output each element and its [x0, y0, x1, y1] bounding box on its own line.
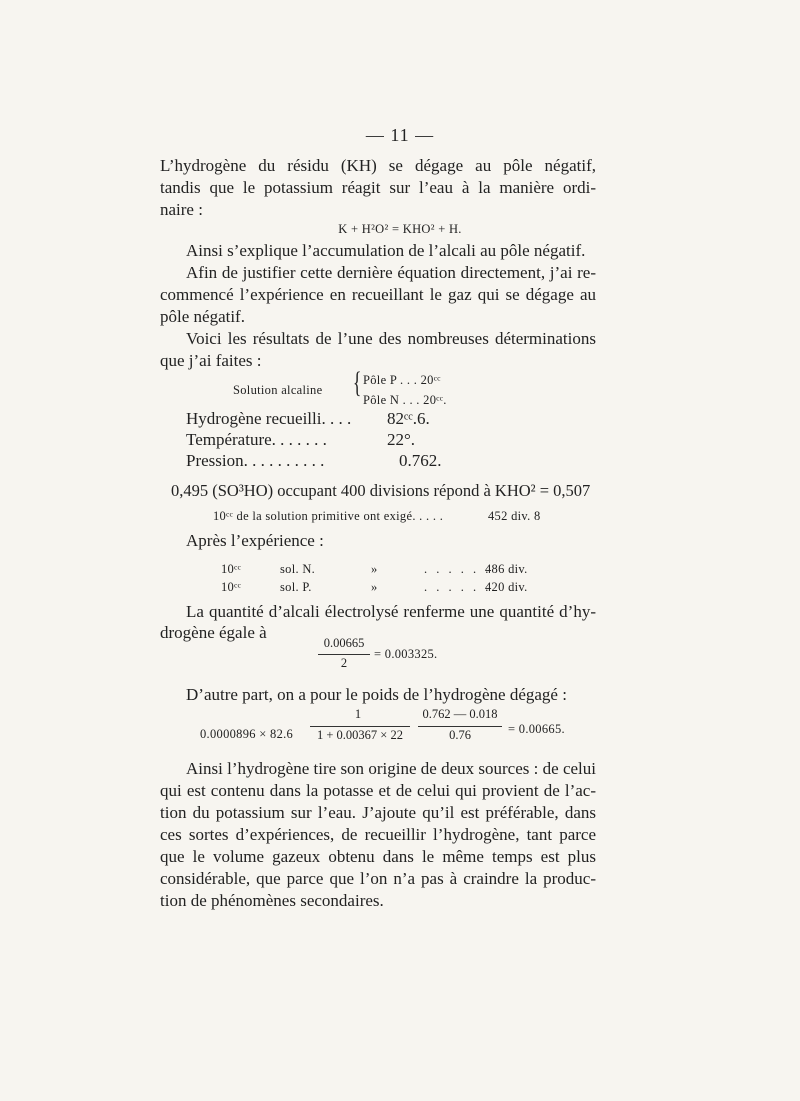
after-sol: sol. P. [280, 580, 312, 594]
paragraph-line: tion du potassium sur l’eau. J’ajoute qu’il est préférable, dans [160, 803, 596, 822]
formula-result: = 0.00665. [508, 722, 565, 736]
fraction-bar [310, 726, 410, 727]
paragraph-line: Voici les résultats de l’une des nombreuses déterminations [186, 329, 596, 348]
paragraph-line: tion de phénomènes secondaires. [160, 891, 384, 910]
fraction-bar [418, 726, 502, 727]
chemical-equation: K + H²O² = KHO² + H. [338, 222, 462, 236]
solution-pole-p: Pôle P . . . 20ᶜᶜ [363, 373, 441, 387]
solution-line-value: 452 div. 8 [488, 509, 541, 523]
paragraph-line: pôle négatif. [160, 307, 245, 326]
paragraph-line: La quantité d’alcali électrolysé renferme une quantité d’hy- [186, 602, 596, 621]
paragraph-line: Afin de justifier cette dernière équation directement, j’ai re- [186, 263, 596, 282]
brace-glyph: { [352, 366, 362, 399]
formula-prefix: 0.0000896 × 82.6 [200, 727, 294, 741]
paragraph-line: que le volume gazeux obtenu dans le même temps est plus [160, 847, 596, 866]
paragraph-line: 0,495 (SO³HO) occupant 400 divisions répond à KHO² = 0,507 [171, 481, 591, 500]
fraction-denominator: 1 + 0.00367 × 22 [317, 728, 403, 742]
paragraph-line: drogène égale à [160, 623, 267, 642]
after-quote: » [371, 580, 378, 594]
after-quote: » [371, 562, 378, 576]
fraction-numerator: 0.00665 [323, 636, 365, 650]
fraction-result: = 0.003325. [374, 647, 438, 661]
paragraph-line: D’autre part, on a pour le poids de l’hydrogène dégagé : [186, 685, 567, 704]
result-label: Température. . . . . . . [186, 430, 327, 449]
paragraph-line: commencé l’expérience en recueillant le gaz qui se dégage au [160, 285, 596, 304]
paragraph-line: L’hydrogène du résidu (KH) se dégage au pôle négatif, [160, 156, 596, 175]
fraction-numerator: 0.762 — 0.018 [422, 707, 498, 721]
after-vol: 10ᶜᶜ [221, 580, 242, 594]
after-value: 486 div. [485, 562, 528, 576]
fraction-denominator: 0.76 [449, 728, 471, 742]
paragraph-line: qui est contenu dans la potasse et de celui qui provient de l’ac- [160, 781, 596, 800]
result-label: Hydrogène recueilli. . . . [186, 409, 352, 428]
solution-label: Solution alcaline [233, 383, 323, 397]
after-vol: 10ᶜᶜ [221, 562, 242, 576]
solution-pole-n: Pôle N . . . 20ᶜᶜ. [363, 393, 447, 407]
result-value: 0.762. [399, 451, 442, 470]
result-value: 82ᶜᶜ.6. [387, 409, 430, 428]
paragraph-line: que j’ai faites : [160, 351, 262, 370]
fraction-bar [318, 654, 370, 655]
after-value: 420 div. [485, 580, 528, 594]
paragraph-line: Ainsi l’hydrogène tire son origine de deux sources : de celui [186, 759, 596, 778]
fraction-denominator: 2 [340, 656, 348, 670]
paragraph-line: Après l’expérience : [186, 531, 324, 550]
after-dots: . . . . . . [424, 580, 492, 594]
page-number: — 11 — [365, 125, 435, 145]
paragraph-line: ces sortes d’expériences, de recueillir l’hydrogène, tant parce [160, 825, 596, 844]
result-value: 22°. [387, 430, 416, 449]
paragraph-line: naire : [160, 200, 203, 219]
paragraph-line: Ainsi s’explique l’accumulation de l’alcali au pôle négatif. [186, 241, 586, 260]
solution-line: 10ᶜᶜ de la solution primitive ont exigé. . . . . [213, 509, 444, 523]
paragraph-line: tandis que le potassium réagit sur l’eau à la manière ordi- [160, 178, 596, 197]
result-label: Pression. . . . . . . . . . [186, 451, 325, 470]
fraction-numerator: 1 [354, 707, 362, 721]
after-sol: sol. N. [280, 562, 316, 576]
paragraph-line: considérable, que parce que l’on n’a pas à craindre la produc- [160, 869, 596, 888]
after-dots: . . . . . . [424, 562, 492, 576]
